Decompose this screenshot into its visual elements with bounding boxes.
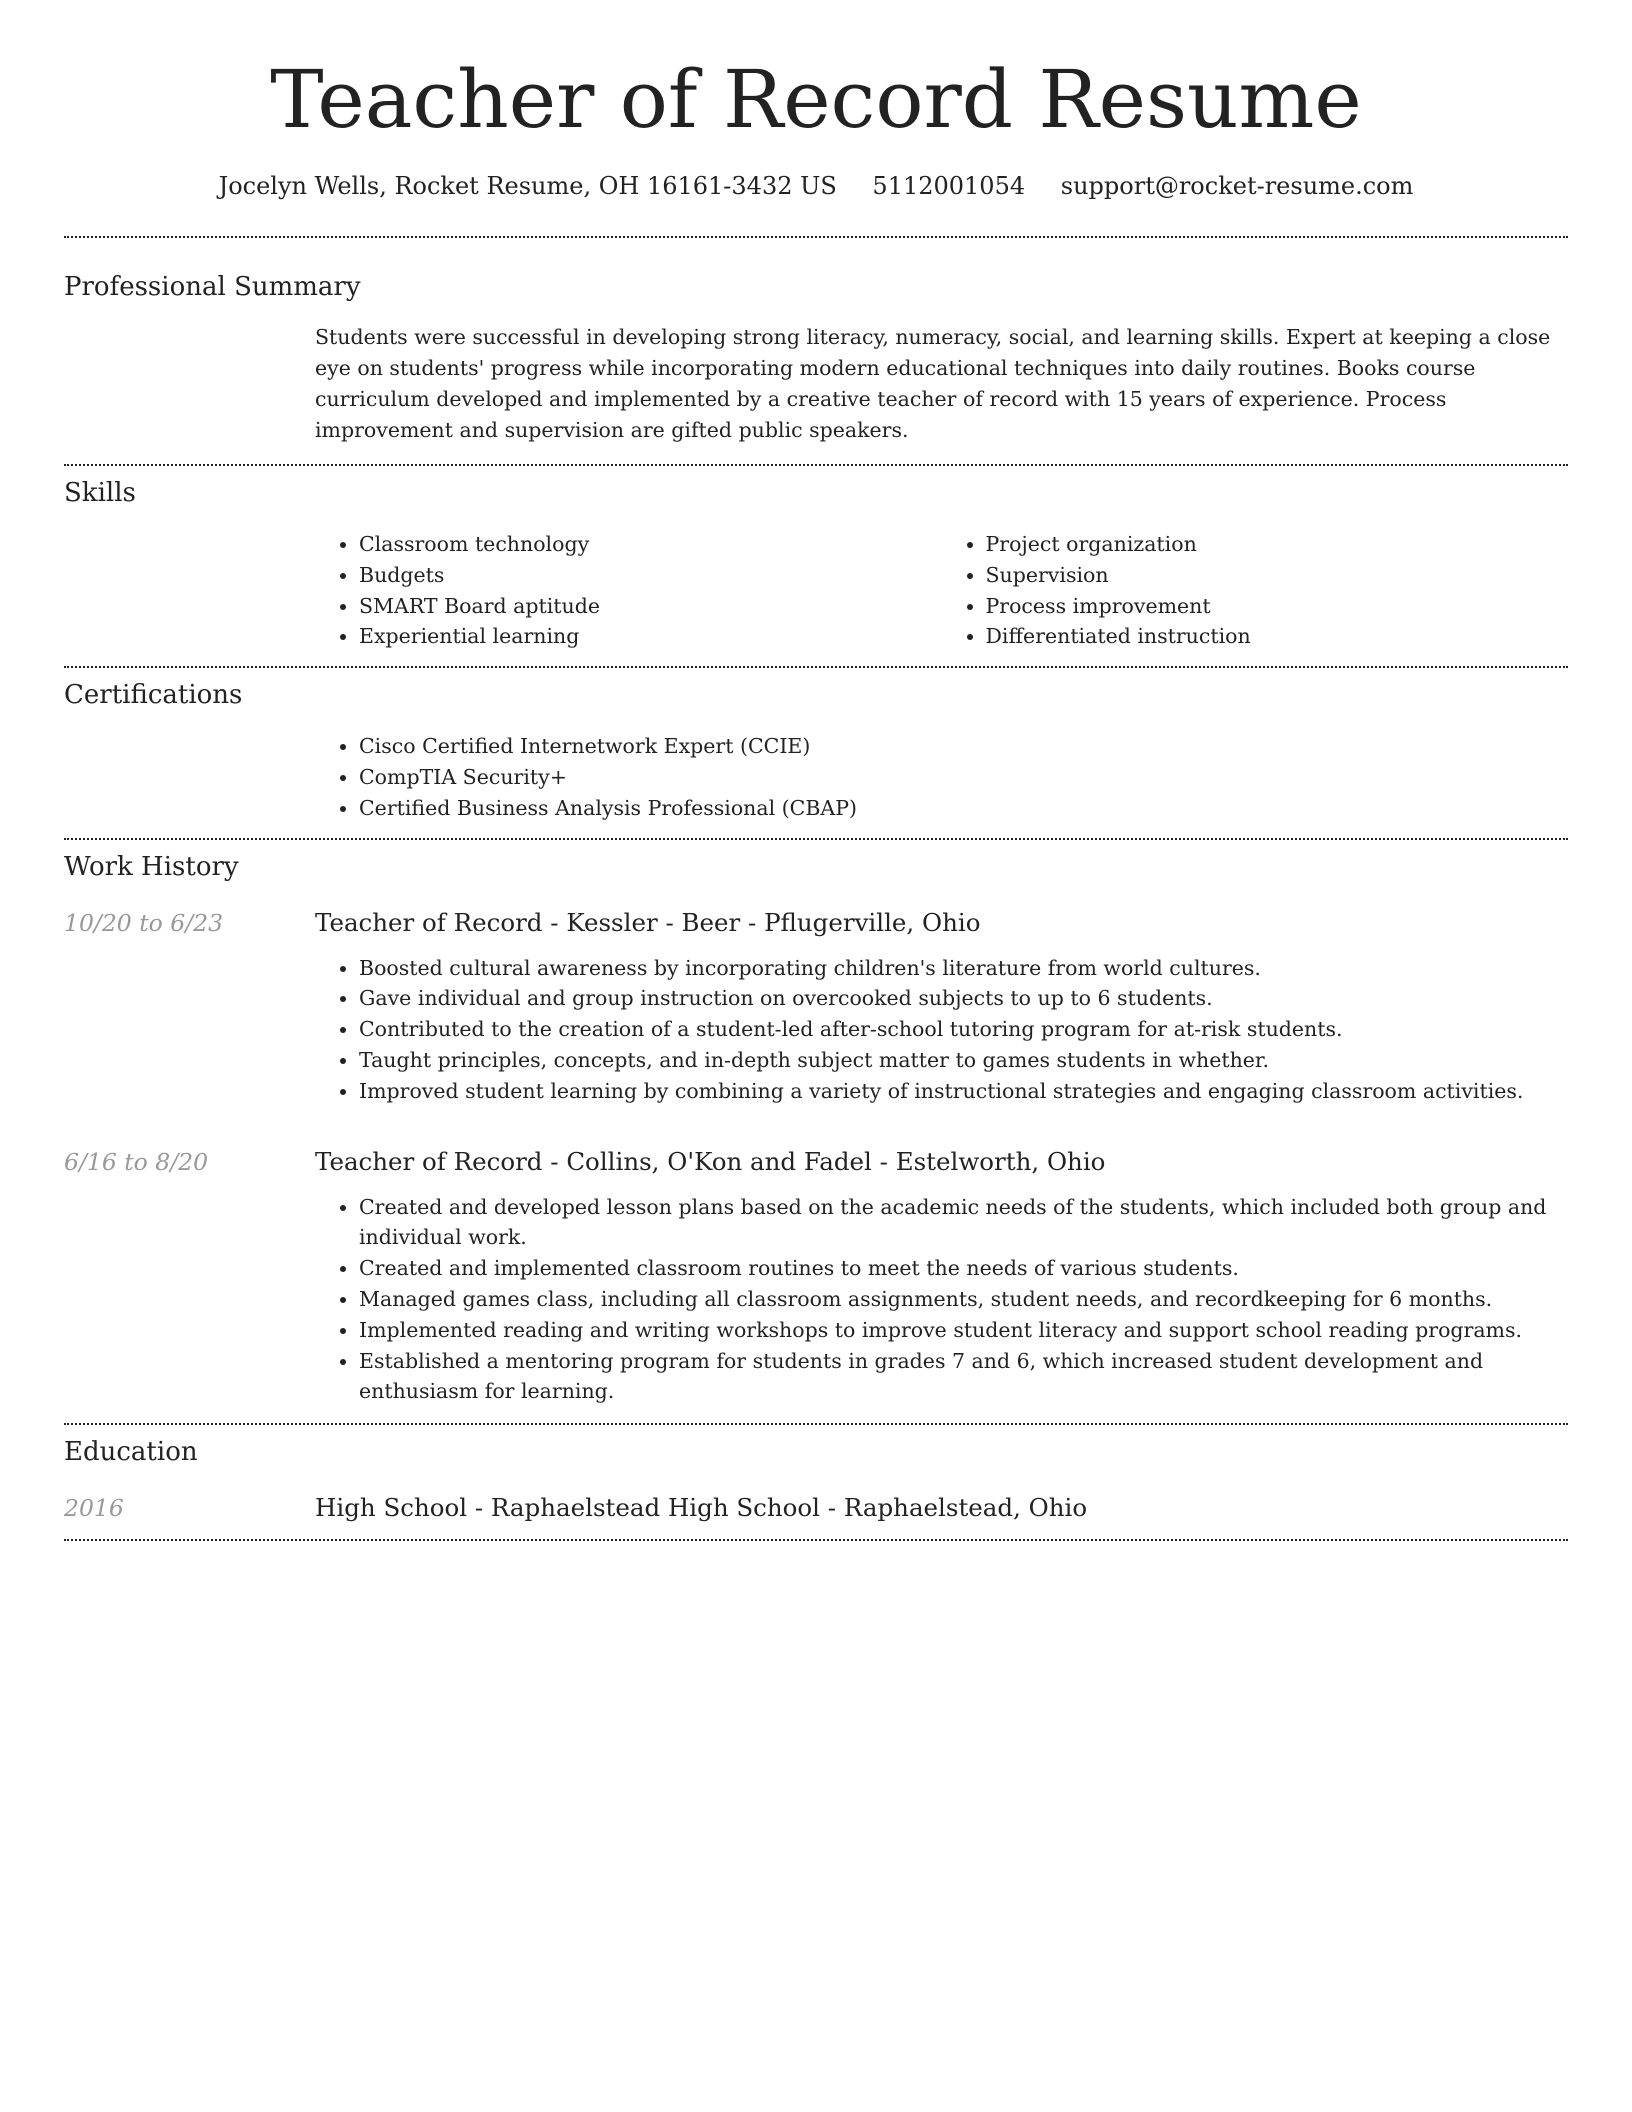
certifications-heading: Certifications bbox=[64, 680, 243, 711]
summary-text: Students were successful in developing strong literacy, numeracy, social, and learning skills. Expert at keeping a close eye on students' progress while incorporating modern educational techniques into daily routines. Books course curriculum developed and implemented by a creative teacher of record with 15 years of experience. Process improvement and supervision are gifted public speakers. bbox=[315, 325, 1551, 442]
job-bullets bbox=[315, 953, 1568, 1107]
skill-item: • Supervision bbox=[986, 560, 1569, 591]
certification-item: • Certified Business Analysis Professional (CBAP) bbox=[359, 793, 1568, 824]
job-bullet: • Contributed to the creation of a student-led after-school tutoring program for at-risk students. bbox=[359, 1014, 1568, 1045]
job-bullet: • Created and developed lesson plans based on the academic needs of the students, which included both group and individual work. bbox=[359, 1192, 1568, 1254]
job-bullet: • Implemented reading and writing workshops to improve student literacy and support school reading programs. bbox=[359, 1315, 1568, 1346]
job-title: Teacher of Record - Collins, O'Kon and Fadel - Estelworth, Ohio bbox=[315, 1146, 1106, 1176]
section-divider bbox=[64, 1539, 1568, 1541]
job-bullet: • Taught principles, concepts, and in-depth subject matter to games students in whether. bbox=[359, 1045, 1568, 1076]
skills-list-right bbox=[942, 529, 1569, 652]
job-bullet: • Boosted cultural awareness by incorporating children's literature from world cultures. bbox=[359, 953, 1568, 984]
skill-item: • SMART Board aptitude bbox=[359, 591, 942, 622]
work-history-heading: Work History bbox=[64, 851, 239, 882]
job-bullet: • Managed games class, including all classroom assignments, student needs, and recordkeeping for 6 months. bbox=[359, 1284, 1568, 1315]
skill-item: • Differentiated instruction bbox=[986, 621, 1569, 652]
education-heading: Education bbox=[64, 1437, 198, 1468]
contact-email: support@rocket-resume.com bbox=[1060, 172, 1414, 200]
summary-heading: Professional Summary bbox=[64, 272, 361, 302]
education-section bbox=[64, 1425, 1568, 1539]
education-entry-title: High School - Raphaelstead High School - Raphaelstead, Ohio bbox=[315, 1493, 1088, 1523]
job-bullet: • Created and implemented classroom routines to meet the needs of various students. bbox=[359, 1253, 1568, 1284]
job-bullets bbox=[315, 1192, 1568, 1408]
contact-address: Jocelyn Wells, Rocket Resume, OH 16161-3432 US bbox=[218, 172, 837, 200]
job-dates: 6/16 to 8/20 bbox=[64, 1147, 209, 1176]
job-bullet: • Established a mentoring program for students in grades 7 and 6, which increased student development and enthusiasm for learning. bbox=[359, 1346, 1568, 1408]
education-year: 2016 bbox=[64, 1494, 124, 1523]
skill-item: • Experiential learning bbox=[359, 621, 942, 652]
contact-line bbox=[64, 170, 1568, 202]
skill-item: • Project organization bbox=[986, 529, 1569, 560]
certification-item: • CompTIA Security+ bbox=[359, 762, 1568, 793]
job-title: Teacher of Record - Kessler - Beer - Pflugerville, Ohio bbox=[315, 907, 981, 937]
certifications-section bbox=[64, 668, 1568, 837]
skills-section bbox=[64, 466, 1568, 666]
skills-list-left bbox=[315, 529, 942, 652]
skills-heading: Skills bbox=[64, 478, 136, 508]
work-history-section bbox=[64, 840, 1568, 1424]
job-entry bbox=[64, 1145, 1568, 1408]
education-entry bbox=[64, 1491, 1568, 1525]
job-bullet: • Improved student learning by combining a variety of instructional strategies and engaging classroom activities. bbox=[359, 1076, 1568, 1107]
job-entry bbox=[64, 906, 1568, 1107]
job-bullet: • Gave individual and group instruction on overcooked subjects to up to 6 students. bbox=[359, 983, 1568, 1014]
skill-item: • Classroom technology bbox=[359, 529, 942, 560]
certifications-list bbox=[315, 731, 1568, 823]
resume-title: Teacher of Record Resume bbox=[270, 53, 1362, 146]
contact-phone: 5112001054 bbox=[872, 172, 1026, 200]
skill-item: • Process improvement bbox=[986, 591, 1569, 622]
job-dates: 10/20 to 6/23 bbox=[64, 908, 224, 937]
summary-section bbox=[64, 238, 1568, 464]
skill-item: • Budgets bbox=[359, 560, 942, 591]
certification-item: • Cisco Certified Internetwork Expert (CCIE) bbox=[359, 731, 1568, 762]
